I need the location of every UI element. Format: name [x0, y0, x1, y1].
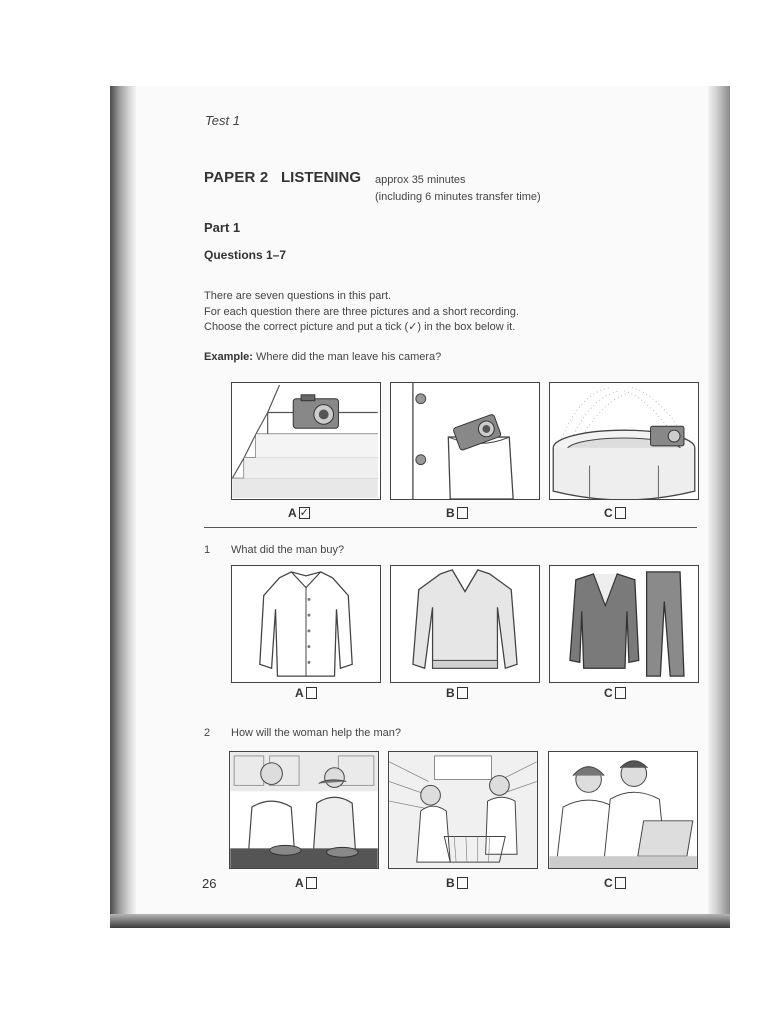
questions-range: Questions 1–7	[204, 248, 287, 262]
answer-checkbox[interactable]: ✓	[299, 507, 309, 519]
camera-on-fountain-illustration	[550, 383, 698, 499]
option-letter: C	[604, 876, 613, 890]
example-question	[204, 351, 441, 363]
question-1-picture-b	[390, 565, 540, 683]
question-2-picture-a	[229, 751, 379, 869]
answer-checkbox[interactable]	[615, 507, 626, 519]
example-option-c	[604, 506, 626, 520]
shirt-illustration	[232, 566, 380, 682]
page-number: 26	[202, 876, 217, 891]
example-question-text: Where did the man leave his camera?	[255, 351, 442, 363]
answer-checkbox[interactable]	[457, 507, 468, 519]
option-letter: C	[604, 686, 613, 700]
instructions	[204, 289, 519, 336]
paper-title	[204, 169, 268, 186]
option-letter: B	[446, 686, 455, 700]
question-1-option-c	[604, 686, 626, 700]
question-text: What did the man buy?	[231, 544, 345, 556]
question-number: 2	[204, 727, 211, 739]
question-2-option-b	[446, 876, 468, 890]
instruction-line: Choose the correct picture and put a tick (✓) in the box below it.	[204, 321, 516, 333]
question-1-picture-c	[549, 565, 699, 683]
scan-shadow-left	[110, 86, 136, 928]
example-picture-c	[549, 382, 699, 500]
sweater-illustration	[391, 566, 539, 682]
test-label: Test 1	[205, 113, 240, 128]
question-2-picture-c	[548, 751, 698, 869]
cooking-illustration	[230, 752, 378, 868]
option-letter: A	[295, 686, 304, 700]
option-letter: B	[446, 506, 455, 520]
question-number: 1	[204, 544, 211, 556]
question-2-option-a	[295, 876, 317, 890]
question-1-option-b	[446, 686, 468, 700]
answer-checkbox[interactable]	[457, 877, 468, 889]
camera-on-steps-illustration	[232, 383, 380, 499]
divider	[204, 527, 697, 528]
option-letter: A	[295, 876, 304, 890]
question-2-picture-b	[388, 751, 538, 869]
part-title: Part 1	[204, 220, 241, 235]
answer-checkbox[interactable]	[615, 877, 626, 889]
duration-line-1: approx 35 minutes	[375, 174, 466, 186]
paper-number: PAPER 2	[204, 169, 269, 186]
question-1-option-a	[295, 686, 317, 700]
camera-in-pocket-illustration	[391, 383, 539, 499]
scan-shadow-bottom	[110, 914, 730, 928]
example-label: Example:	[204, 351, 253, 363]
example-option-a	[288, 506, 310, 520]
option-letter: A	[288, 506, 297, 520]
instruction-line: There are seven questions in this part.	[204, 290, 392, 302]
option-letter: C	[604, 506, 613, 520]
paper-duration	[375, 172, 541, 206]
answer-checkbox[interactable]	[457, 687, 468, 699]
duration-line-2: (including 6 minutes transfer time)	[375, 191, 541, 203]
answer-checkbox[interactable]	[306, 687, 317, 699]
instruction-line: For each question there are three pictures and a short recording.	[204, 305, 519, 318]
question-1-picture-a	[231, 565, 381, 683]
example-option-b	[446, 506, 468, 520]
scan-shadow-right	[708, 86, 730, 928]
paper-subject: LISTENING	[281, 169, 362, 186]
option-letter: B	[446, 876, 455, 890]
shopping-illustration	[389, 752, 537, 868]
example-picture-a	[231, 382, 381, 500]
answer-checkbox[interactable]	[615, 687, 626, 699]
question-text: How will the woman help the man?	[231, 727, 401, 739]
computer-illustration	[549, 752, 697, 868]
answer-checkbox[interactable]	[306, 877, 317, 889]
question-2-option-c	[604, 876, 626, 890]
suit-illustration	[550, 566, 698, 682]
example-picture-b	[390, 382, 540, 500]
